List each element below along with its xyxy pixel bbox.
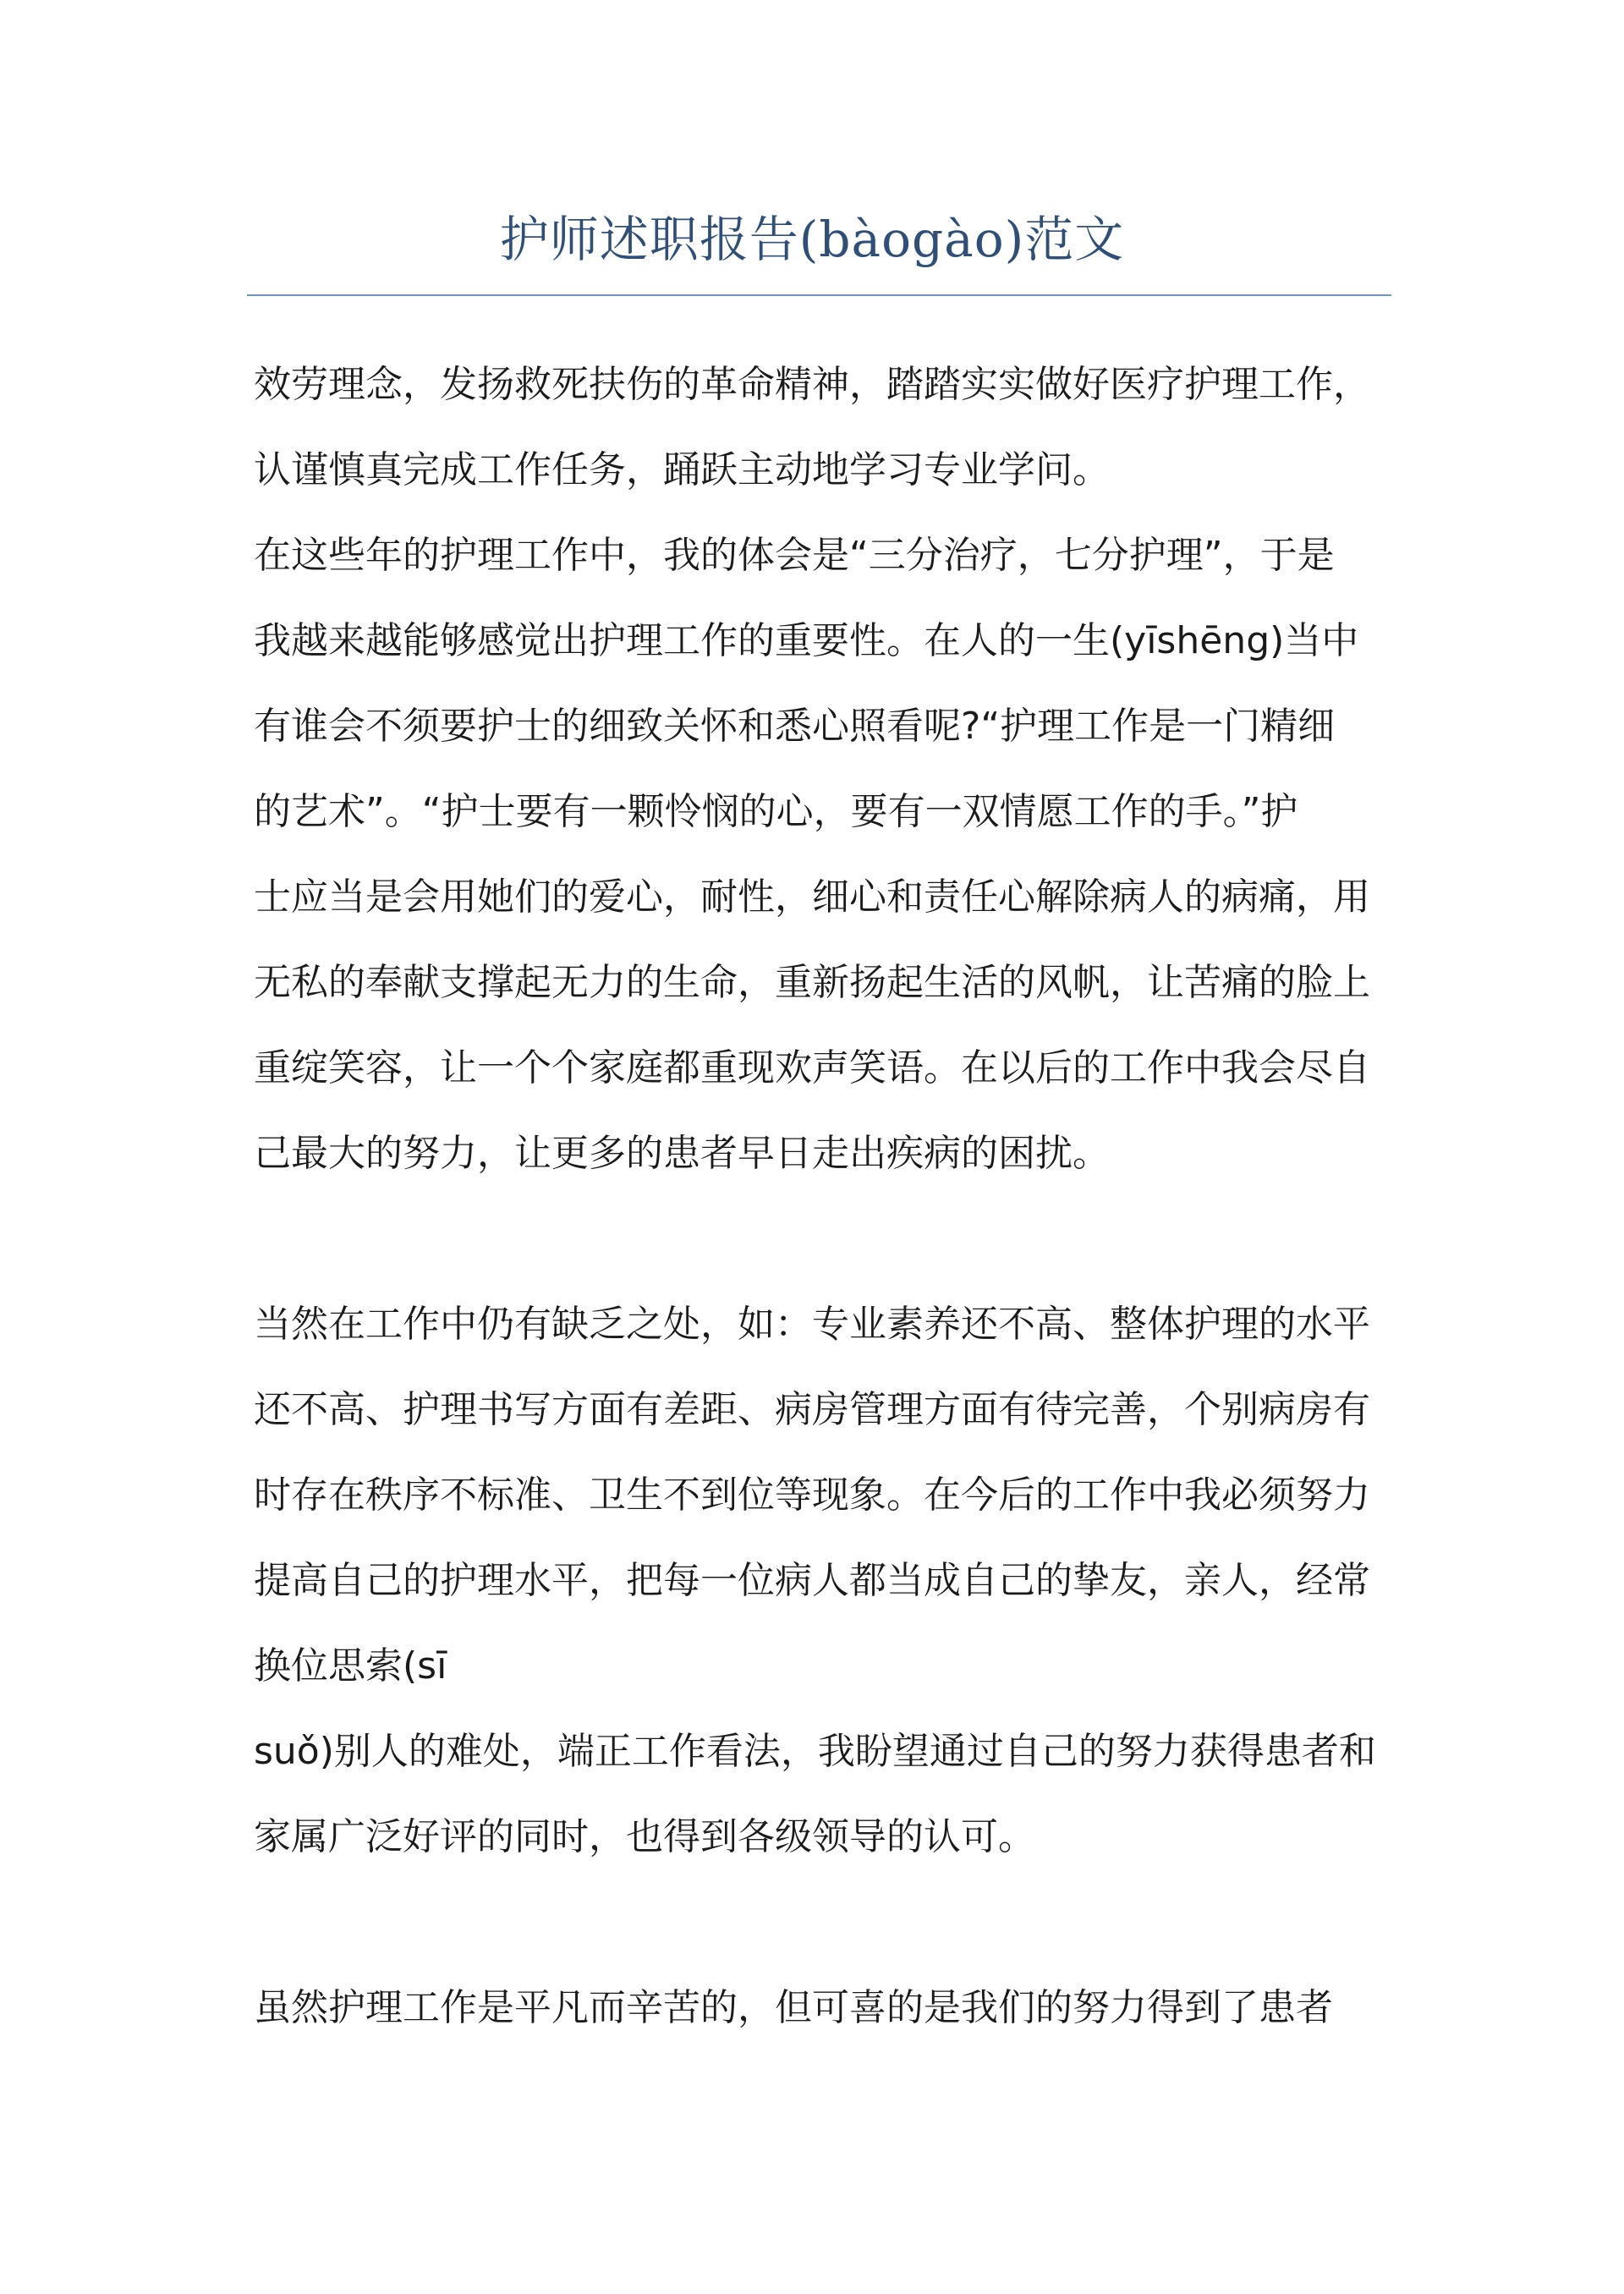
- text-line: 还不高、护理书写方面有差距、病房管理方面有待完善，个别病房有: [254, 1388, 1370, 1431]
- text-line: 我越来越能够感觉出护理工作的重要性。在人的一生(yīshēng)当中: [254, 619, 1359, 662]
- text-line: 家属广泛好评的同时，也得到各级领导的认可。: [254, 1815, 1035, 1858]
- text-line: 虽然护理工作是平凡而辛苦的，但可喜的是我们的努力得到了患者: [254, 1986, 1333, 2029]
- text-line: 提高自己的护理水平，把每一位病人都当成自己的挚友，亲人，经常: [254, 1559, 1370, 1602]
- title-divider: [247, 294, 1391, 296]
- text-line: 效劳理念，发扬救死扶伤的革命精神，踏踏实实做好医疗护理工作，: [254, 363, 1370, 406]
- text-line: 当然在工作中仍有缺乏之处，如：专业素养还不高、整体护理的水平: [254, 1303, 1370, 1346]
- document-body: [254, 342, 1391, 2050]
- text-line: 有谁会不须要护士的细致关怀和悉心照看呢?“护理工作是一门精细: [254, 705, 1336, 748]
- text-line: suǒ)别人的难处，端正工作看法，我盼望通过自己的努力获得患者和: [254, 1730, 1376, 1773]
- text-line: 无私的奉献支撑起无力的生命，重新扬起生活的风帆，让苦痛的脸上: [254, 961, 1370, 1004]
- text-line: 重绽笑容，让一个个家庭都重现欢声笑语。在以后的工作中我会尽自: [254, 1046, 1370, 1089]
- text-line: 的艺术”。“护士要有一颗怜悯的心，要有一双情愿工作的手。”护: [254, 790, 1298, 833]
- text-line: 认谨慎真完成工作任务，踊跃主动地学习专业学问。: [254, 448, 1110, 491]
- paragraph-gap: [254, 1196, 1391, 1281]
- text-line: 换位思索(sī: [254, 1644, 447, 1688]
- text-line: 士应当是会用她们的爱心，耐性，细心和责任心解除病人的病痛，用: [254, 875, 1370, 919]
- text-line: 在这些年的护理工作中，我的体会是“三分治疗，七分护理”，于是: [254, 534, 1335, 577]
- paragraph-gap: [254, 1880, 1391, 1965]
- text-line: 时存在秩序不标准、卫生不到位等现象。在今后的工作中我必须努力: [254, 1474, 1370, 1517]
- text-line: 己最大的努力，让更多的患者早日走出疾病的困扰。: [254, 1132, 1110, 1175]
- document-title: 护师述职报告(bàogào)范文: [499, 211, 1125, 268]
